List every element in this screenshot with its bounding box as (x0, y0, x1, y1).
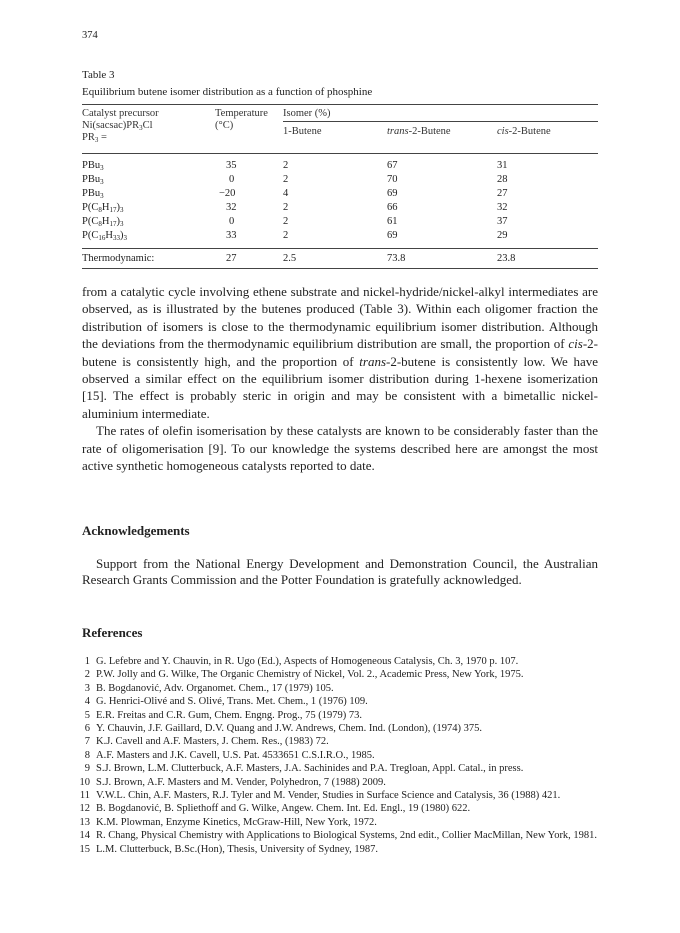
table-top-rule (82, 104, 598, 105)
reference-item: 13 K.M. Plowman, Enzyme Kinetics, McGraw-Hill, New York, 1972. (79, 816, 377, 828)
reference-item: 9 S.J. Brown, L.M. Clutterbuck, A.F. Masters, J.A. Sachinides and P.A. Tregloan, Appl. Catal., in press. (84, 763, 524, 775)
reference-item: 4 G. Henrici-Olivé and S. Olivé, Trans. Met. Chem., 1 (1976) 109. (84, 696, 368, 708)
table-bottom-rule (82, 268, 598, 269)
table-title: Equilibrium butene isomer distribution as a function of phosphine (82, 86, 373, 98)
references-heading: References (82, 625, 143, 640)
reference-item: 7 K.J. Cavell and A.F. Masters, J. Chem. Res., (1983) 72. (84, 736, 329, 748)
page-number: 374 (82, 30, 98, 41)
header-temperature: Temperature (°C) (215, 108, 268, 131)
header-isomer-group: Isomer (%) (283, 108, 331, 119)
reference-item: 3 B. Bogdanović, Adv. Organomet. Chem., 17 (1979) 105. (84, 682, 334, 694)
header-trans-2-butene: trans-2-Butene (387, 126, 451, 137)
reference-item: 5 E.R. Freitas and C.R. Gum, Chem. Engng. Prog., 75 (1979) 73. (84, 709, 362, 721)
reference-item: 14 R. Chang, Physical Chemistry with Applications to Biological Systems, 2nd edit., Collier MacMillan, New York, 1981. (79, 830, 598, 842)
acknowledgements-text: Support from the National Energy Development and Demonstration Council, the Australian Research Grants Commission and the Potter Foundation is gratefully acknowledged. (82, 556, 598, 587)
paragraph: The rates of olefin isomerisation by these catalysts are known to be considerably faster than the rate of oligomerisation [9]. To our knowledge the systems described here are amongst the most active synthetic homogeneous catalysts reported to date. (82, 423, 598, 474)
table-caption (82, 67, 372, 101)
header-cis-2-butene: cis-2-Butene (497, 126, 551, 137)
header-1-butene: 1-Butene (283, 126, 322, 137)
reference-item: 10 S.J. Brown, A.F. Masters and M. Vender, Polyhedron, 7 (1988) 2009. (79, 776, 386, 788)
table-thermo-rule (82, 248, 598, 249)
paragraph: from a catalytic cycle involving ethene substrate and nickel-hydride/nickel-alkyl intermediates are observed, as is illustrated by the butenes produced (Table 3). Within each oligomer fraction the distribution of isomers is close to the thermodynamic equilibrium isomer distribution. Although the deviations from the thermodynamic equilibrium distribution are small, the proportion of cis-2-butene is consistently high, and the proportion of trans-2-butene is consistently low. We have observed a similar effect on the equilibrium isomer distribution during 1-hexene isomerization [15]. The effect is probably steric in origin and may be consistent with a bimetallic nickel-aluminium intermediate. (82, 284, 599, 421)
header-catalyst: Catalyst precursor $Ni(sacsac)PR_3Cl$ $PR_3$ = (82, 108, 159, 144)
reference-item: 8 A.F. Masters and J.K. Cavell, U.S. Pat. 4533651 C.S.I.R.O., 1985. (84, 749, 375, 761)
reference-list (79, 655, 598, 856)
reference-item: 1 G. Lefebre and Y. Chauvin, in R. Ugo (Ed.), Aspects of Homogeneous Catalysis, Ch. 3, 1970 p. 107. (84, 656, 519, 667)
journal-page: 374 Table 3 Equilibrium butene isomer distribution as a function of phosphine Catalyst precursor $Ni(sacsac)PR_3Cl$ $PR_3$ = Temperature (°C) Isomer (%) 1-Butene trans-2-Butene cis-2-Butene PBu$_3$ 35 2 67 31 PBu$_3$ 0 2 70 28 PBu$_3$ −20 4 69 27 $P(C_8H_{17})_3$ 32 2 66 32 $P(C_8H_{17})_3$ 0 2 61 37 $P(C_{16}H_{33})_3$ 33 2 69 29 Thermodynamic: 27 2.5 73.8 23.8 from a catalytic cycle involving ethene substrate and nickel-hydride/nickel-alkyl intermediates are observed, as is illustrated by the butenes produced (Table 3). Within each oligomer fraction the distribution of isomers is close to the thermodynamic equilibrium isomer distribution. Although the deviations from the thermodynamic equilibrium distribution are small, the proportion of cis-2-butene is consistently high, and the proportion of trans-2-butene is consistently low. We have observed a similar effect on the equilibrium isomer distribution during 1-hexene isomerization [15]. The effect is probably steric in origin and may be consistent with a bimetallic nickel-aluminium intermediate. The rates of olefin isomerisation by these catalysts are known to be considerably faster than the rate of oligomerisation [9]. To our knowledge the systems described here are amongst the most active synthetic homogeneous catalysts reported to date. Acknowledgements Support from the National Energy Development and Demonstration Council, the Australian Research Grants Commission and the Potter Foundation is gratefully acknowledged. References 1 G. Lefebre and Y. Chauvin, in R. Ugo (Ed.), Aspects of Homogeneous Catalysis, Ch. 3, 1970 p. 107. 2 P.W. Jolly and G. Wilke, The Organic Chemistry of Nickel, Vol. 2., Academic Press, New York, 1975. 3 B. Bogdanović, Adv. Organomet. Chem., 17 (1979) 105. 4 G. Henrici-Olivé and S. Olivé, Trans. Met. Chem., 1 (1976) 109. 5 E.R. Freitas and C.R. Gum, Chem. Engng. Prog., 75 (1979) 73. 6 Y. Chauvin, J.F. Gaillard, D.V. Quang and J.W. Andrews, Chem. Ind. (London), (1974) 375. 7 K.J. Cavell and A.F. Masters, J. Chem. Res., (1983) 72. 8 A.F. Masters and J.K. Cavell, U.S. Pat. 4533651 C.S.I.R.O., 1985. 9 S.J. Brown, L.M. Clutterbuck, A.F. Masters, J.A. Sachinides and P.A. Tregloan, Appl. Catal., in press. 10 S.J. Brown, A.F. Masters and M. Vender, Polyhedron, 7 (1988) 2009. 11 V.W.L. Chin, A.F. Masters, R.J. Tyler and M. Vender, Studies in Surface Science and Catalysis, 36 (1988) 421. 12 B. Bogdanović, B. Spliethoff and G. Wilke, Angew. Chem. Int. Ed. Engl., 19 (1980) 622. 13 K.M. Plowman, Enzyme Kinetics, McGraw-Hill, New York, 1972. 14 R. Chang, Physical Chemistry with Applications to Biological Systems, 2nd edit., Collier MacMillan, New York, 1981. 15 L.M. Clutterbuck, B.Sc.(Hon), Thesis, University of Sydney, 1987. (79, 30, 599, 855)
reference-item: 15 L.M. Clutterbuck, B.Sc.(Hon), Thesis, University of Sydney, 1987. (79, 843, 379, 855)
reference-item: 6 Y. Chauvin, J.F. Gaillard, D.V. Quang and J.W. Andrews, Chem. Ind. (London), (1974) 375. (84, 723, 482, 735)
body-text (82, 283, 598, 474)
isomer-group-rule (283, 121, 598, 122)
acknowledgements-heading: Acknowledgements (82, 523, 190, 538)
table-header-rule (82, 153, 598, 154)
reference-item: 2 P.W. Jolly and G. Wilke, The Organic Chemistry of Nickel, Vol. 2., Academic Press, New York, 1975. (84, 669, 524, 681)
table-label: Table 3 (82, 69, 115, 81)
reference-item: 12 B. Bogdanović, B. Spliethoff and G. Wilke, Angew. Chem. Int. Ed. Engl., 19 (1980) 622. (79, 803, 471, 815)
reference-item: 11 V.W.L. Chin, A.F. Masters, R.J. Tyler and M. Vender, Studies in Surface Science and Catalysis, 36 (1988) 421. (79, 790, 561, 802)
